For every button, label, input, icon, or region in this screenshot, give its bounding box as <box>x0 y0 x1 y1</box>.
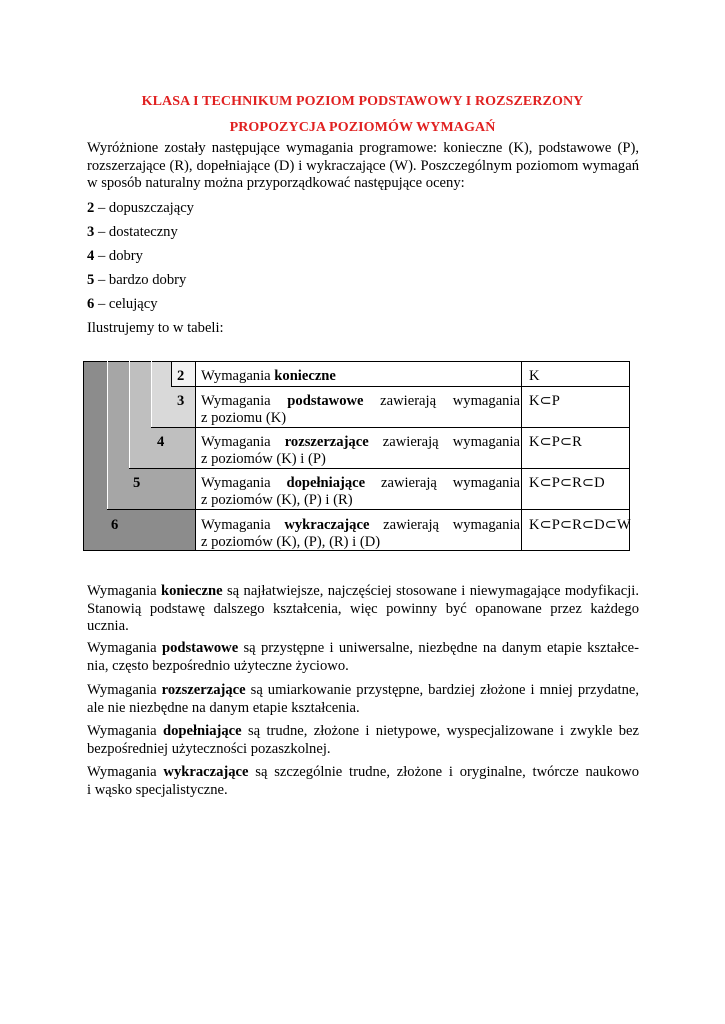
intro-line: Wyróżnione zostały następujące wymagania programowe: konieczne (K), podstawowe (P), <box>87 140 639 156</box>
page-title: KLASA I TECHNIKUM POZIOM PODSTAWOWY I ROZSZERZONY <box>141 94 584 109</box>
table-border <box>171 361 172 386</box>
relation-cell: K⊂P <box>529 393 560 409</box>
requirement-text: Wymagania wykraczające zawierają wymagania <box>201 517 520 533</box>
page-subtitle: PROPOZYCJA POZIOMÓW WYMAGAŃ <box>229 120 496 135</box>
requirement-text: z poziomów (K) i (P) <box>201 451 326 467</box>
grade-number: 4 <box>87 248 95 264</box>
grade-label: – celujący <box>94 296 158 312</box>
relation-cell: K⊂P⊂R⊂D⊂W <box>529 517 631 533</box>
requirement-text: Wymagania dopełniające zawierają wymagania <box>201 475 520 491</box>
table-border <box>171 386 630 387</box>
table-border <box>129 361 130 468</box>
grade-label: – dobry <box>94 248 143 264</box>
requirement-text: z poziomów (K), (P) i (R) <box>201 492 353 508</box>
relation-cell: K <box>529 368 540 384</box>
table-row <box>201 475 520 509</box>
table-row <box>201 434 520 468</box>
table-border <box>521 361 522 551</box>
level-number: 2 <box>177 368 185 384</box>
description-paragraph: Wymagania dopełniające są trudne, złożone i nietypowe, wyspecjalizowane i zwykle bez bezpośredniej użyteczności pozaszkolnej. <box>87 723 640 757</box>
intro-line: rozszerzające (R), dopełniające (D) i wykraczające (W). Poszczególnym poziomom wymagań <box>87 157 639 174</box>
level-number: 5 <box>133 475 141 491</box>
table-border <box>151 361 152 427</box>
requirement-text: Wymagania podstawowe zawierają wymagania <box>201 393 520 409</box>
level-number: 3 <box>177 393 185 409</box>
table-border <box>129 468 630 469</box>
grade-number: 2 <box>87 200 95 216</box>
table-border <box>83 361 630 362</box>
description-paragraph: Wymagania rozszerzające są umiarkowanie przystępne, bardziej złożone i mniej przydatne, ale nie niezbędne na danym etapie kształcenia. <box>87 682 640 716</box>
requirement-text: Wymagania rozszerzające zawierają wymagania <box>201 434 520 450</box>
grade-label: – dopuszczający <box>94 200 194 216</box>
description-paragraph: Wymagania wykraczające są szczególnie trudne, złożone i oryginalne, twórcze naukowo i wąsko specjalistyczne. <box>87 764 639 798</box>
intro-paragraph <box>87 140 639 193</box>
grade-label: – dostateczny <box>94 224 178 240</box>
requirements-table <box>83 361 630 551</box>
table-border <box>151 427 630 428</box>
relation-cell: K⊂P⊂R⊂D <box>529 475 605 491</box>
table-row <box>201 393 520 427</box>
intro-line: w sposób naturalny można przyporządkować następujące oceny: <box>87 175 465 191</box>
grade-item <box>87 296 158 313</box>
description-paragraph: Wymagania konieczne są najłatwiejsze, najczęściej stosowane i niewymagające modyfikacji. Stanowią podstawę dalszego kształcenia, więc powinny być opanowane przez każdego ucznia. <box>87 583 639 634</box>
grade-item <box>87 248 143 265</box>
grade-label: – bardzo dobry <box>94 272 187 288</box>
table-intro: Ilustrujemy to w tabeli: <box>87 320 224 336</box>
relation-cell: K⊂P⊂R <box>529 434 582 450</box>
grade-item <box>87 200 194 217</box>
table-border <box>107 361 108 509</box>
grade-item <box>87 272 186 289</box>
requirement-text: Wymagania konieczne <box>201 368 336 384</box>
grade-number: 5 <box>87 272 95 288</box>
table-border <box>83 361 84 551</box>
requirement-text: z poziomu (K) <box>201 410 287 426</box>
table-row <box>201 368 520 385</box>
requirement-text: z poziomów (K), (P), (R) i (D) <box>201 534 381 550</box>
level-number: 6 <box>111 517 119 533</box>
table-border <box>107 509 630 510</box>
grade-item <box>87 224 178 241</box>
grade-number: 6 <box>87 296 95 312</box>
table-border <box>195 361 196 551</box>
grade-number: 3 <box>87 224 95 240</box>
table-row <box>201 517 520 551</box>
level-number: 4 <box>157 434 165 450</box>
description-paragraph: Wymagania podstawowe są przystępne i uniwersalne, niezbędne na danym etapie kształce- nia, często bezpośrednio użyteczne życiowo. <box>87 640 639 674</box>
